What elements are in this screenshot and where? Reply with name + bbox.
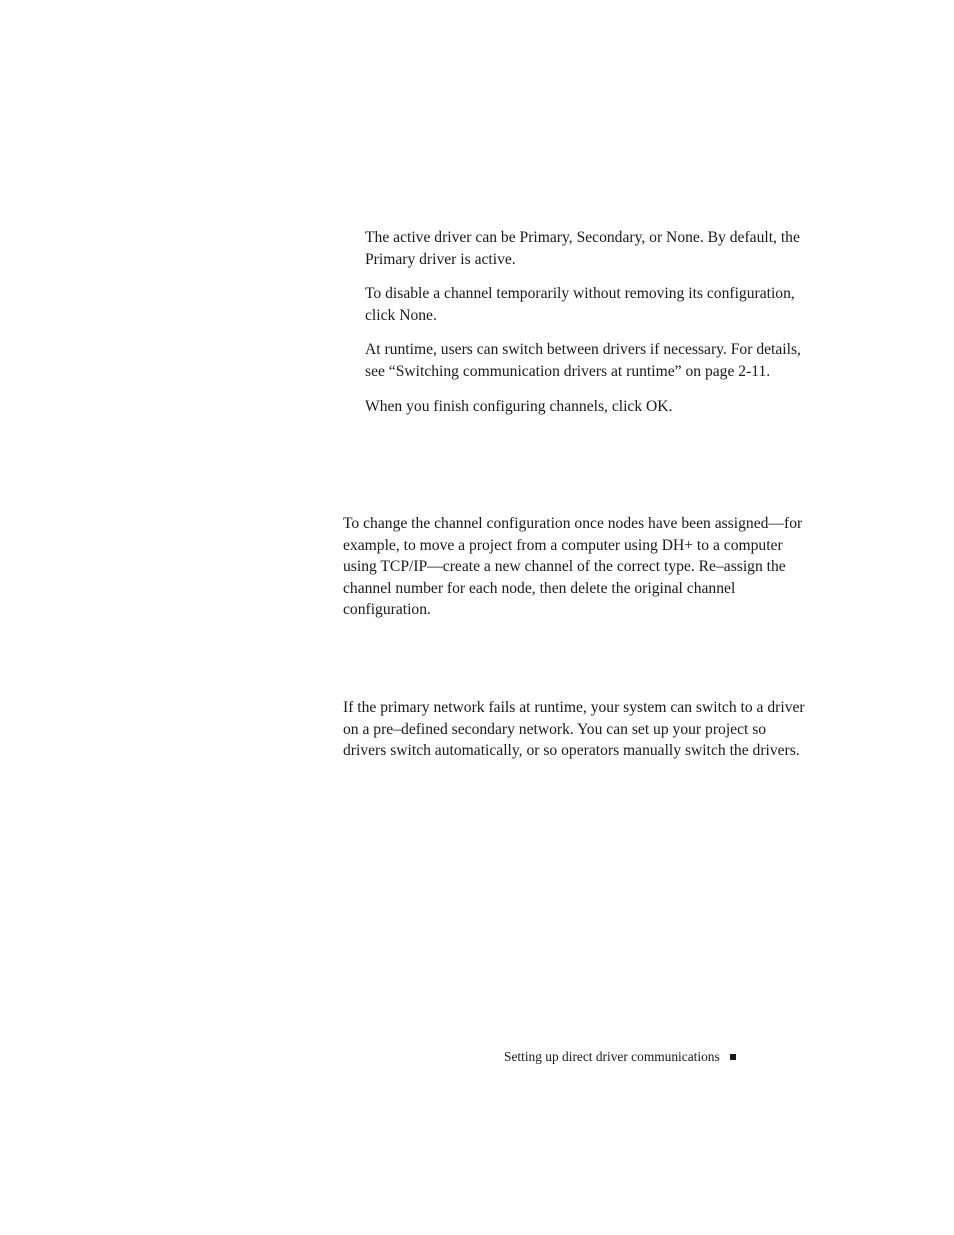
paragraph-change-channel: To change the channel configuration once nodes have been assigned—for example, to move a project from a computer using DH+ to a computer using TCP/IP—create a new channel of the correct type. Re–assign the channel number for each node, then delete the original channel configuration. — [343, 515, 803, 619]
note-finish: When you finish configuring channels, click OK. — [365, 397, 673, 415]
note-active-driver: The active driver can be Primary, Secondary, or None. By default, the Primary driver is active. — [365, 229, 800, 268]
footer-title: Setting up direct driver communications — [504, 1049, 720, 1064]
footer-square-icon — [730, 1054, 736, 1060]
page-footer — [504, 1047, 736, 1067]
step-notes — [365, 227, 815, 430]
note-runtime-switch: At runtime, users can switch between drivers if necessary. For details, see “Switching communication drivers at runtime” on page 2-11. — [365, 341, 801, 380]
note-disable-channel: To disable a channel temporarily without removing its configuration, click None. — [365, 285, 795, 324]
paragraph-switch-drivers: If the primary network fails at runtime, your system can switch to a driver on a pre–defined secondary network. You can set up your project so drivers switch automatically, or so operators manually switch the drivers. — [343, 699, 805, 760]
